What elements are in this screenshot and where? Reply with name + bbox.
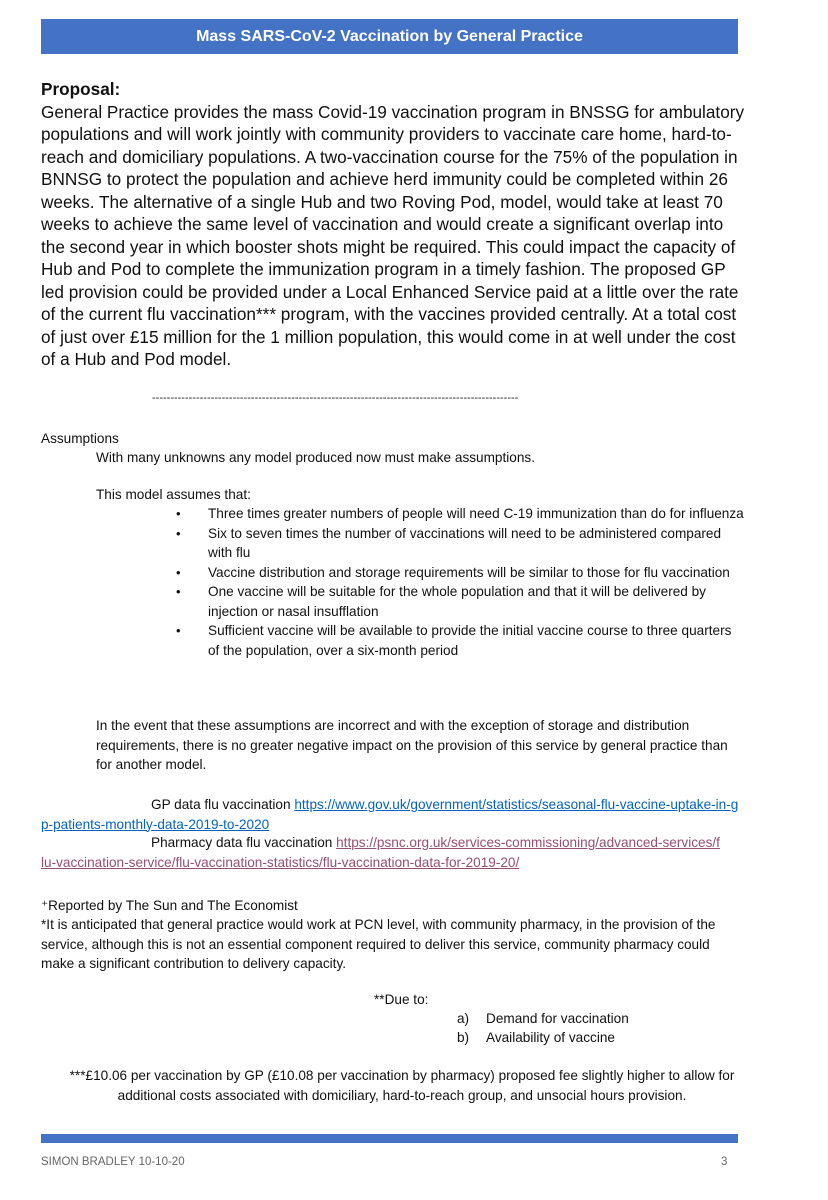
assumptions-list: [170, 504, 745, 660]
bullet-icon: •: [176, 525, 181, 541]
list-item-text: Six to seven times the number of vaccinations will need to be administered compared with flu: [208, 525, 722, 560]
list-item: [170, 563, 745, 583]
due-item-b-text: Availability of vaccine: [486, 1030, 615, 1045]
assumptions-intro: With many unknowns any model produced now must make assumptions.: [96, 450, 535, 465]
due-item-a-text: Demand for vaccination: [486, 1011, 629, 1026]
bullet-icon: •: [176, 564, 181, 580]
bullet-icon: •: [176, 584, 181, 599]
footer-author: SIMON BRADLEY 10-10-20: [41, 1156, 185, 1168]
triple-star-note: ***£10.06 per vaccination by GP (£10.08 per vaccination by pharmacy) proposed fee slightly higher to allow for additional costs associated with domiciliary, hard-to-reach group, and unsocial hours provision.: [69, 1068, 735, 1103]
due-to-note: **Due to:: [374, 992, 429, 1007]
list-item: [170, 621, 745, 660]
assumptions-closing: In the event that these assumptions are incorrect and with the exception of storage and distribution requirements, there is no greater negative impact on the provision of this service by general practice than for another model.: [96, 718, 728, 772]
list-item: [170, 524, 745, 563]
proposal-heading: Proposal:: [41, 79, 121, 99]
footer-bar: [41, 1134, 738, 1143]
list-item-text: Sufficient vaccine will be available to provide the initial vaccine course to three quarters of the population, over a six-month period: [208, 623, 732, 658]
assumptions-heading: Assumptions: [41, 431, 119, 446]
document-title: Mass SARS-CoV-2 Vaccination by General Practice: [196, 27, 583, 45]
gp-data-link[interactable]: https://www.gov.uk/government/statistics/seasonal-flu-vaccine-uptake-in-gp-patients-monthly-data-2019-to-2020: [41, 797, 739, 832]
page-number: 3: [721, 1156, 728, 1168]
proposal-section: [41, 78, 746, 371]
proposal-body: General Practice provides the mass Covid-19 vaccination program in BNSSG for ambulatory populations and will work jointly with community providers to vaccinate care home, hard-to-reach and domiciliary populations. A two-vaccination course for the 75% of the population in BNNSG to protect the population and achieve herd immunity could be completed within 26 weeks. The alternative of a single Hub and two Roving Pod, model, would take at least 70 weeks to achieve the same level of vaccination and would create a significant overlap into the second year in which booster shots might be required. This could impact the capacity of Hub and Pod to complete the immunization program in a timely fashion. The proposed GP led provision could be provided under a Local Enhanced Service paid at a little over the rate of the current flu vaccination*** program, with the vaccines provided centrally. At a total cost of just over £15 million for the 1 million population, this would come in at well under the cost of a Hub and Pod model.: [41, 101, 745, 369]
list-item-text: Vaccine distribution and storage requirements will be similar to those for flu vaccination: [208, 564, 730, 580]
section-divider: ----------------------------------------------------------------------------------------------------: [152, 392, 519, 404]
list-item-text: One vaccine will be suitable for the whole population and that it will be delivered by injection or nasal insufflation: [208, 584, 706, 619]
due-item-a-marker: a): [457, 1011, 470, 1026]
gp-data-source: [41, 795, 741, 834]
pharmacy-data-source: [41, 833, 721, 872]
single-star-note: *It is anticipated that general practice would work at PCN level, with community pharmacy, in the provision of the service, although this is not an essential component required to deliver this service, community pharmacy could make a significant contribution to delivery capacity.: [41, 917, 716, 971]
bullet-icon: •: [176, 506, 181, 521]
gp-data-label: GP data flu vaccination: [151, 797, 295, 812]
bullet-icon: •: [176, 623, 181, 638]
list-item: [170, 582, 745, 621]
pharmacy-data-link[interactable]: https://psnc.org.uk/services-commissioning/advanced-services/flu-vaccination-service/flu-vaccination-statistics/flu-vaccination-data-for-2019-20/: [41, 835, 720, 870]
assumptions-lead: This model assumes that:: [96, 487, 251, 502]
pharmacy-data-label: Pharmacy data flu vaccination: [151, 835, 337, 850]
list-item: [170, 504, 745, 524]
reported-note: ⁺Reported by The Sun and The Economist: [41, 898, 298, 913]
due-item-b-marker: b): [457, 1030, 470, 1045]
list-item-text: Three times greater numbers of people will need C-19 immunization than do for influenza: [208, 506, 744, 521]
document-title-bar: [41, 19, 738, 54]
